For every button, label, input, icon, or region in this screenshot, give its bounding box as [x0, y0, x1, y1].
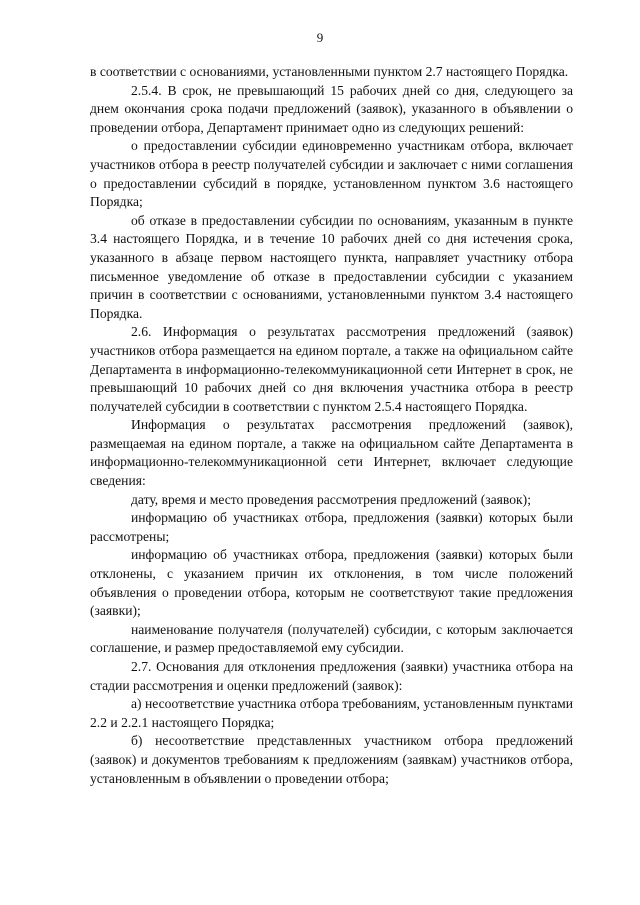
list-item-a: а) несоответствие участника отбора требованиям, установленным пунктами 2.2 и 2.2.1 настоящего Порядка;	[90, 696, 573, 730]
list-item-date: дату, время и место проведения рассмотрения предложений (заявок);	[131, 491, 531, 507]
paragraph-refusal-decision: об отказе в предоставлении субсидии по основаниям, указанным в пункте 3.4 настоящего Порядка, и в течение 10 рабочих дней со дня истечения срока, указанного в абзаце первом настоящего пункта, направляет участнику отбора письменное уведомление об отказе в предоставлении субсидии с указанием причин в соответствии с основаниями, установленными пунктом 3.4 настоящего Порядка.	[90, 212, 573, 321]
page-number: 9	[316, 30, 324, 45]
paragraph-2-6: 2.6. Информация о результатах рассмотрения предложений (заявок) участников отбора размещается на едином портале, а также на официальном сайте Департамента в информационно-телекоммуникационной сети Интернет в срок, не превышающий 10 рабочих дней со дня включения участника отбора в реестр получателей субсидии в соответствии с пунктом 2.5.4 настоящего Порядка.	[90, 324, 573, 414]
paragraph-2-7: 2.7. Основания для отклонения предложения (заявки) участника отбора на стадии рассмотрения и оценки предложений (заявок):	[90, 659, 573, 693]
paragraph-2-5-4: 2.5.4. В срок, не превышающий 15 рабочих дней со дня, следующего за днем окончания срока подачи предложений (заявок), указанного в объявлении о проведении отбора, Департамент принимает одно из следующих решений:	[90, 82, 573, 135]
document-body	[90, 63, 573, 788]
paragraph-grant-decision: о предоставлении субсидии единовременно участникам отбора, включает участников отбора в реестр получателей субсидии и заключает с ними соглашения о предоставлении субсидий в порядке, установленном пунктом 3.6 настоящего Порядка;	[90, 138, 573, 210]
list-item-reviewed: информацию об участниках отбора, предложения (заявки) которых были рассмотрены;	[90, 510, 573, 544]
paragraph-continuation: в соответствии с основаниями, установленными пунктом 2.7 настоящего Порядка.	[90, 64, 569, 79]
list-item-recipient: наименование получателя (получателей) субсидии, с которым заключается соглашение, и размер предоставляемой ему субсидии.	[90, 621, 573, 656]
list-item-b: б) несоответствие представленных участником отбора предложений (заявок) и документов требованиям к предложениям (заявкам) участников отбора, установленным в объявлении о проведении отбора;	[90, 733, 573, 786]
list-item-rejected: информацию об участниках отбора, предложения (заявки) которых были отклонены, с указанием причин их отклонения, в том числе положений объявления о проведении отбора, которым не соответствуют такие предложения (заявки);	[90, 547, 573, 619]
paragraph-results-info: Информация о результатах рассмотрения предложений (заявок), размещаемая на едином портале, а также на официальном сайте Департамента в информационно-телекоммуникационной сети Интернет, включает следующие сведения:	[90, 417, 573, 489]
